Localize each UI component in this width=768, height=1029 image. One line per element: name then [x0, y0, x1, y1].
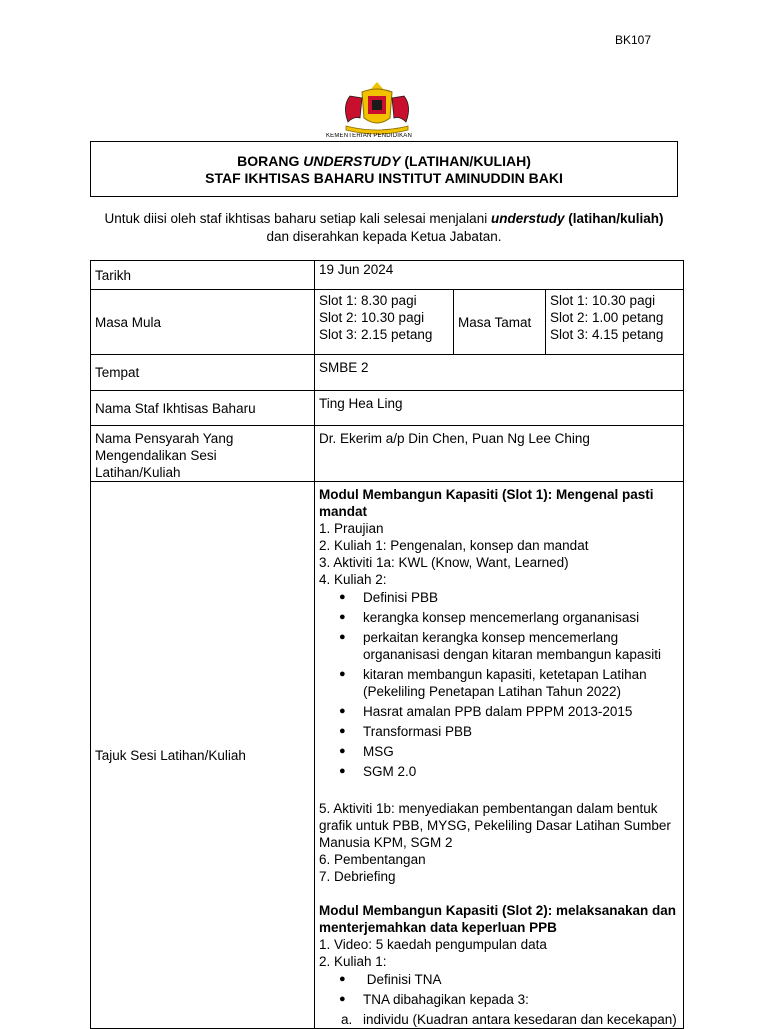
bullet-item: ● MSG [339, 743, 679, 760]
bullet-item: ● Hasrat amalan PPB dalam PPPM 2013-2015 [339, 703, 679, 720]
bullet-item: ● Transformasi PBB [339, 723, 679, 740]
bullet-item: ● Definisi PBB [339, 589, 679, 606]
instruction-text: Untuk diisi oleh staf ikhtisas baharu setiap kali selesai menjalani understudy (latihan/kuliah) dan diserahkan kepada Ketua Jabatan. [104, 211, 664, 244]
logo-caption: KEMENTERIAN PENDIDIKAN [325, 133, 413, 139]
row-nama-pensyarah [91, 426, 684, 482]
tajuk-label: Tajuk Sesi Latihan/Kuliah [91, 482, 315, 1029]
row-masa [91, 290, 684, 355]
slot1-bullet-list [319, 589, 679, 780]
list-item: 1. Video: 5 kaedah pengumpulan data [319, 937, 547, 952]
row-tarikh [91, 261, 684, 290]
list-item: 1. Praujian [319, 521, 384, 536]
row-tajuk [91, 482, 684, 1029]
list-item: 2. Kuliah 1: Pengenalan, konsep dan mandat [319, 538, 589, 553]
slot2-bullet-list [319, 971, 679, 1008]
masa-tamat-label: Masa Tamat [454, 290, 546, 354]
list-item: 3. Aktiviti 1a: KWL (Know, Want, Learned) [319, 555, 569, 570]
nama-pensyarah-value: Dr. Ekerim a/p Din Chen, Puan Ng Lee Ching [315, 426, 684, 482]
masa-tamat-values: Slot 1: 10.30 pagi Slot 2: 1.00 petang Slot 3: 4.15 petang [550, 293, 664, 342]
row-tempat [91, 355, 684, 391]
tarikh-value: 19 Jun 2024 [315, 261, 684, 290]
nama-pensyarah-label: Nama Pensyarah Yang Mengendalikan Sesi Latihan/Kuliah [91, 426, 315, 482]
bullet-item: ● SGM 2.0 [339, 763, 679, 780]
nama-staf-value: Ting Hea Ling [315, 391, 684, 426]
row-nama-staf [91, 391, 684, 426]
tajuk-content [315, 482, 684, 1029]
tarikh-label: Tarikh [91, 261, 315, 290]
slot1-heading: Modul Membangun Kapasiti (Slot 1): Mengenal pasti mandat [319, 487, 654, 519]
masa-mula-label: Masa Mula [91, 290, 315, 355]
bullet-item: ● kitaran membangun kapasiti, ketetapan Latihan (Pekeliling Penetapan Latihan Tahun 2022) [339, 666, 679, 700]
form-title [90, 141, 678, 197]
list-item: 6. Pembentangan [319, 852, 426, 867]
document-code: BK107 [615, 33, 652, 47]
list-item: 5. Aktiviti 1b: menyediakan pembentangan dalam bentuk grafik untuk PBB, MYSG, Pekeliling Dasar Latihan Sumber Manusia KPM, SGM 2 [319, 801, 671, 850]
list-item: 2. Kuliah 1: [319, 954, 387, 969]
slot2-alpha-list [319, 1011, 679, 1028]
tempat-value: SMBE 2 [315, 355, 684, 391]
title-line-1: BORANG UNDERSTUDY (LATIHAN/KULIAH) [237, 153, 531, 169]
bullet-item: ● Definisi TNA [339, 971, 679, 988]
list-item: 7. Debriefing [319, 869, 396, 884]
bullet-item: ● kerangka konsep mencemerlang organanisasi [339, 609, 679, 626]
list-item: 4. Kuliah 2: [319, 572, 387, 587]
bullet-item: ● TNA dibahagikan kepada 3: [339, 991, 679, 1008]
masa-mula-values: Slot 1: 8.30 pagi Slot 2: 10.30 pagi Slot 3: 2.15 petang [315, 290, 454, 354]
title-line-2: STAF IKHTISAS BAHARU INSTITUT AMINUDDIN BAKI [205, 170, 563, 186]
nama-staf-label: Nama Staf Ikhtisas Baharu [91, 391, 315, 426]
alpha-item: a. individu (Kuadran antara kesedaran dan kecekapan) [341, 1012, 677, 1027]
form-table [90, 260, 684, 1029]
bullet-item: ● perkaitan kerangka konsep mencemerlang organanisasi dengan kitaran membangun kapasiti [339, 629, 679, 663]
slot2-heading: Modul Membangun Kapasiti (Slot 2): melaksanakan dan menterjemahkan data keperluan PPB [319, 903, 677, 935]
tempat-label: Tempat [91, 355, 315, 391]
